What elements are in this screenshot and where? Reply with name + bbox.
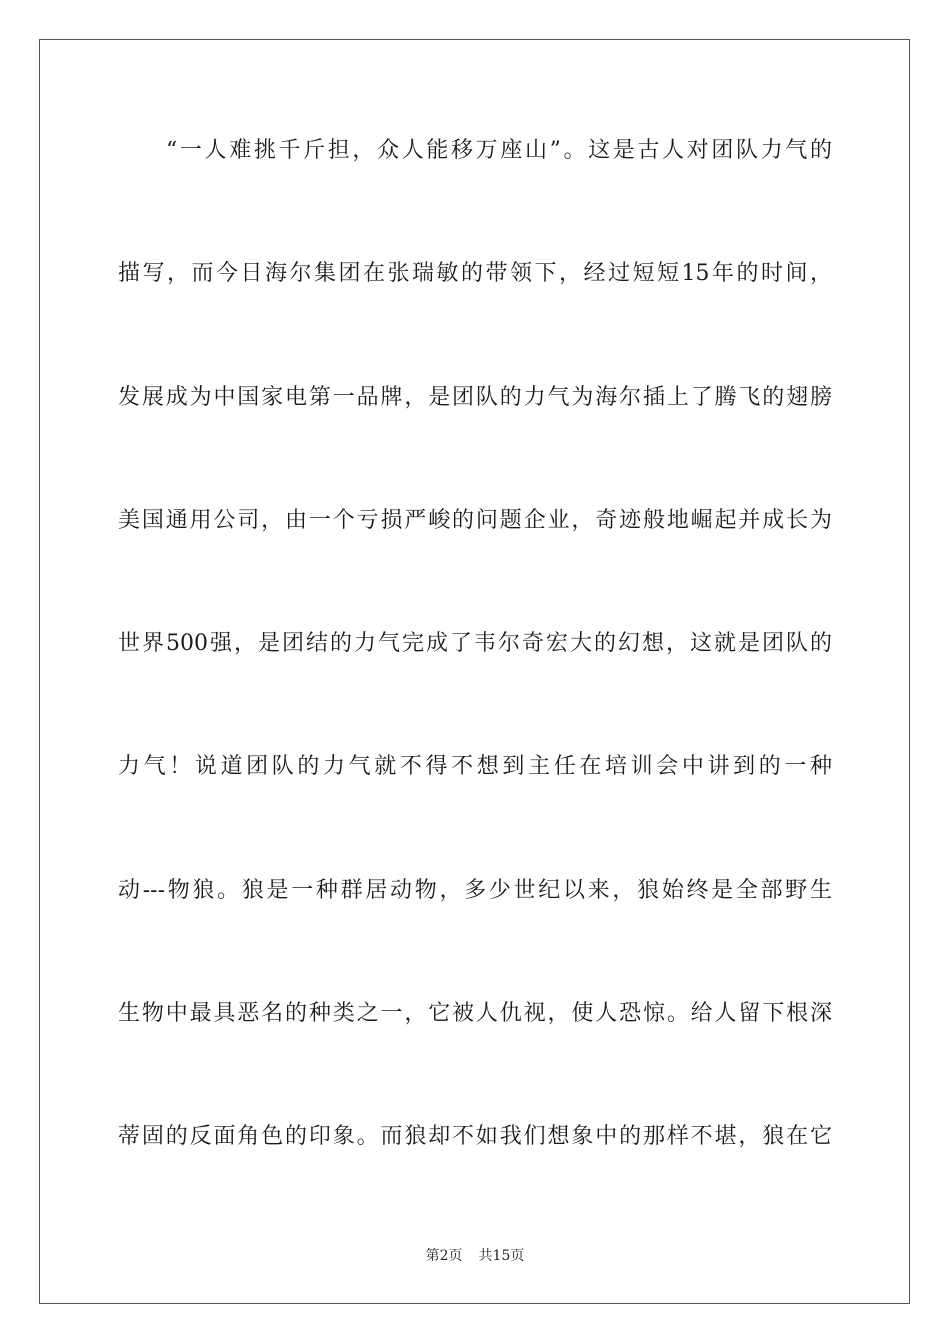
paragraph-line: 力气！说道团队的力气就不得不想到主任在培训会中讲到的一种: [118, 754, 832, 780]
page-number: 第2页: [425, 1248, 463, 1264]
paragraph-line: 蒂固的反面角色的印象。而狼却不如我们想象中的那样不堪，狼在它: [118, 1124, 832, 1150]
paragraph-line: 发展成为中国家电第一品牌，是团队的力气为海尔插上了腾飞的翅膀: [118, 384, 832, 410]
page-footer: [0, 1246, 950, 1266]
paragraph-line: 描写，而今日海尔集团在张瑞敏的带领下，经过短短15年的时间，: [118, 261, 832, 287]
paragraph-line: 美国通用公司，由一个亏损严峻的问题企业，奇迹般地崛起并成长为: [118, 507, 832, 533]
total-pages: 共15页: [478, 1248, 525, 1264]
document-body: [118, 128, 832, 1238]
paragraph-line: 生物中最具恶名的种类之一，它被人仇视，使人恐惊。给人留下根深: [118, 1001, 832, 1027]
paragraph-line: 动---物狼。狼是一种群居动物，多少世纪以来，狼始终是全部野生: [118, 877, 832, 903]
paragraph-line: “一人难挑千斤担，众人能移万座山”。这是古人对团队力气的: [166, 138, 832, 163]
paragraph-line: 世界500强，是团结的力气完成了韦尔奇宏大的幻想，这就是团队的: [118, 631, 832, 657]
